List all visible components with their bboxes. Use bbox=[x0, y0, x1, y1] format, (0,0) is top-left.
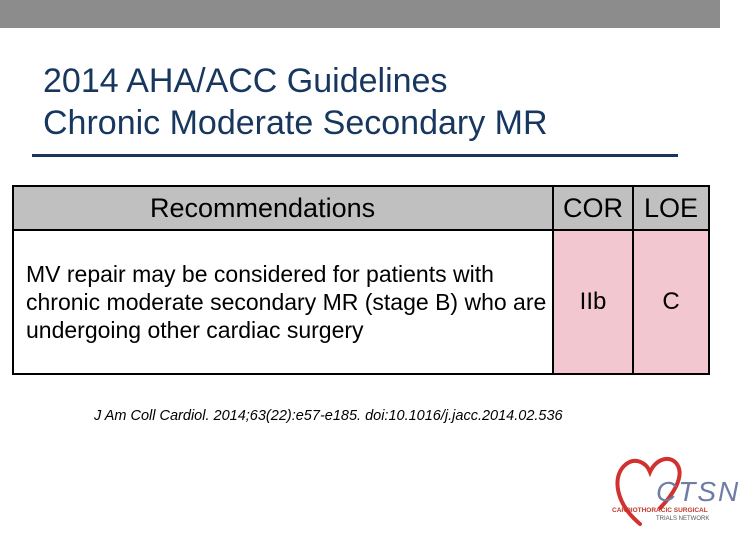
title-underline bbox=[32, 154, 678, 157]
loe-value: C bbox=[633, 230, 709, 374]
ctsn-logo bbox=[606, 448, 740, 540]
slide-title-line-1: 2014 AHA/ACC Guidelines bbox=[43, 62, 448, 100]
table-row bbox=[13, 230, 709, 374]
top-bar bbox=[0, 0, 720, 28]
recommendation-table bbox=[12, 185, 710, 375]
logo-line-1: CARDIOTHORACIC SURGICAL bbox=[612, 507, 708, 514]
table-header-row bbox=[13, 186, 709, 230]
citation: J Am Coll Cardiol. 2014;63(22):e57-e185. doi:10.1016/j.jacc.2014.02.536 bbox=[94, 408, 563, 424]
cor-value: IIb bbox=[553, 230, 633, 374]
header-loe: LOE bbox=[633, 186, 709, 230]
header-recommendations: Recommendations bbox=[13, 186, 553, 230]
slide-title-line-2: Chronic Moderate Secondary MR bbox=[43, 104, 548, 142]
logo-brand: CTSN bbox=[656, 476, 740, 507]
logo-line-2: TRIALS NETWORK bbox=[656, 516, 710, 522]
recommendation-text: MV repair may be considered for patients with chronic moderate secondary MR (stage B) who are undergoing other cardiac surgery bbox=[13, 230, 553, 374]
header-cor: COR bbox=[553, 186, 633, 230]
slide-title bbox=[43, 60, 548, 144]
